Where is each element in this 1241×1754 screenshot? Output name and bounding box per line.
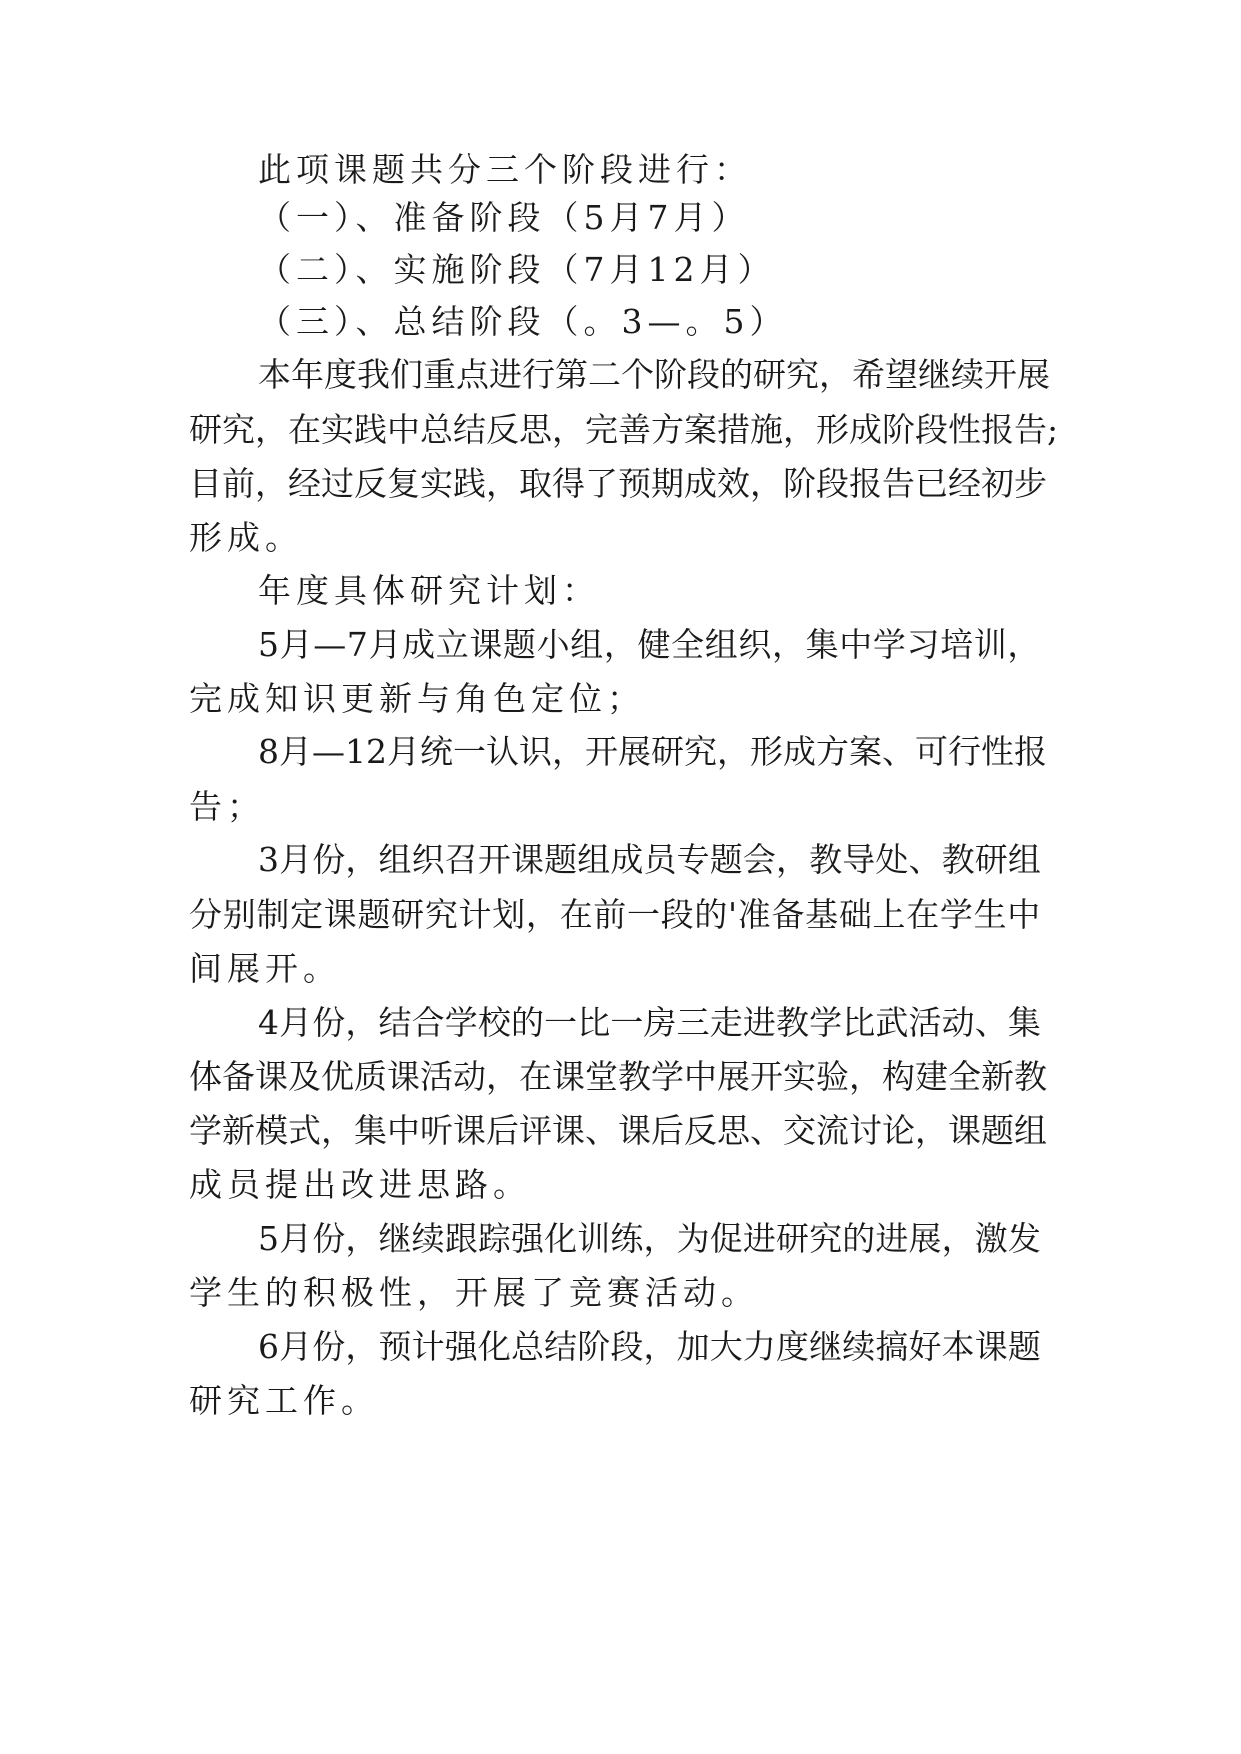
text-line: 4月份，结合学校的一比一房三走进教学比武活动、集 <box>258 1003 1041 1042</box>
text-line: 分别制定课题研究计划，在前一段的'准备基础上在学生中 <box>189 895 1041 934</box>
text-line: 完成知识更新与角色定位； <box>189 679 645 718</box>
text-line: 5月—7月成立课题小组，健全组织，集中学习培训， <box>258 625 1041 664</box>
text-line: 成员提出改进思路。 <box>189 1165 531 1204</box>
text-line: 研究工作。 <box>189 1381 379 1420</box>
text-line: 研究，在实践中总结反思，完善方案措施，形成阶段性报告; <box>189 410 1059 449</box>
text-line: （二）、实施阶段（7月12月） <box>258 250 776 289</box>
text-line: 体备课及优质课活动，在课堂教学中展开实验，构建全新教 <box>189 1057 1047 1096</box>
text-line: 学生的积极性，开展了竞赛活动。 <box>189 1273 759 1312</box>
text-line: 5月份，继续跟踪强化训练，为促进研究的进展，激发 <box>258 1219 1041 1258</box>
text-line: 间展开。 <box>189 949 341 988</box>
text-line: 学新模式，集中听课后评课、课后反思、交流讨论，课题组 <box>189 1111 1047 1150</box>
text-line: （一）、准备阶段（5月7月） <box>258 198 750 237</box>
text-line: 6月份，预计强化总结阶段，加大力度继续搞好本课题 <box>258 1327 1041 1366</box>
text-line: 形成。 <box>189 518 303 557</box>
text-line: 告； <box>189 787 265 826</box>
text-line: 此项课题共分三个阶段进行： <box>258 150 752 189</box>
text-line: 本年度我们重点进行第二个阶段的研究，希望继续开展 <box>258 355 1050 394</box>
text-line: 8月—12月统一认识，开展研究，形成方案、可行性报 <box>258 732 1047 771</box>
text-line: 年度具体研究计划： <box>258 571 600 610</box>
text-line: 目前，经过反复实践，取得了预期成效，阶段报告已经初步 <box>189 464 1047 503</box>
text-line: （三）、总结阶段（。3—。5） <box>258 302 788 341</box>
text-line: 3月份，组织召开课题组成员专题会，教导处、教研组 <box>258 840 1041 879</box>
